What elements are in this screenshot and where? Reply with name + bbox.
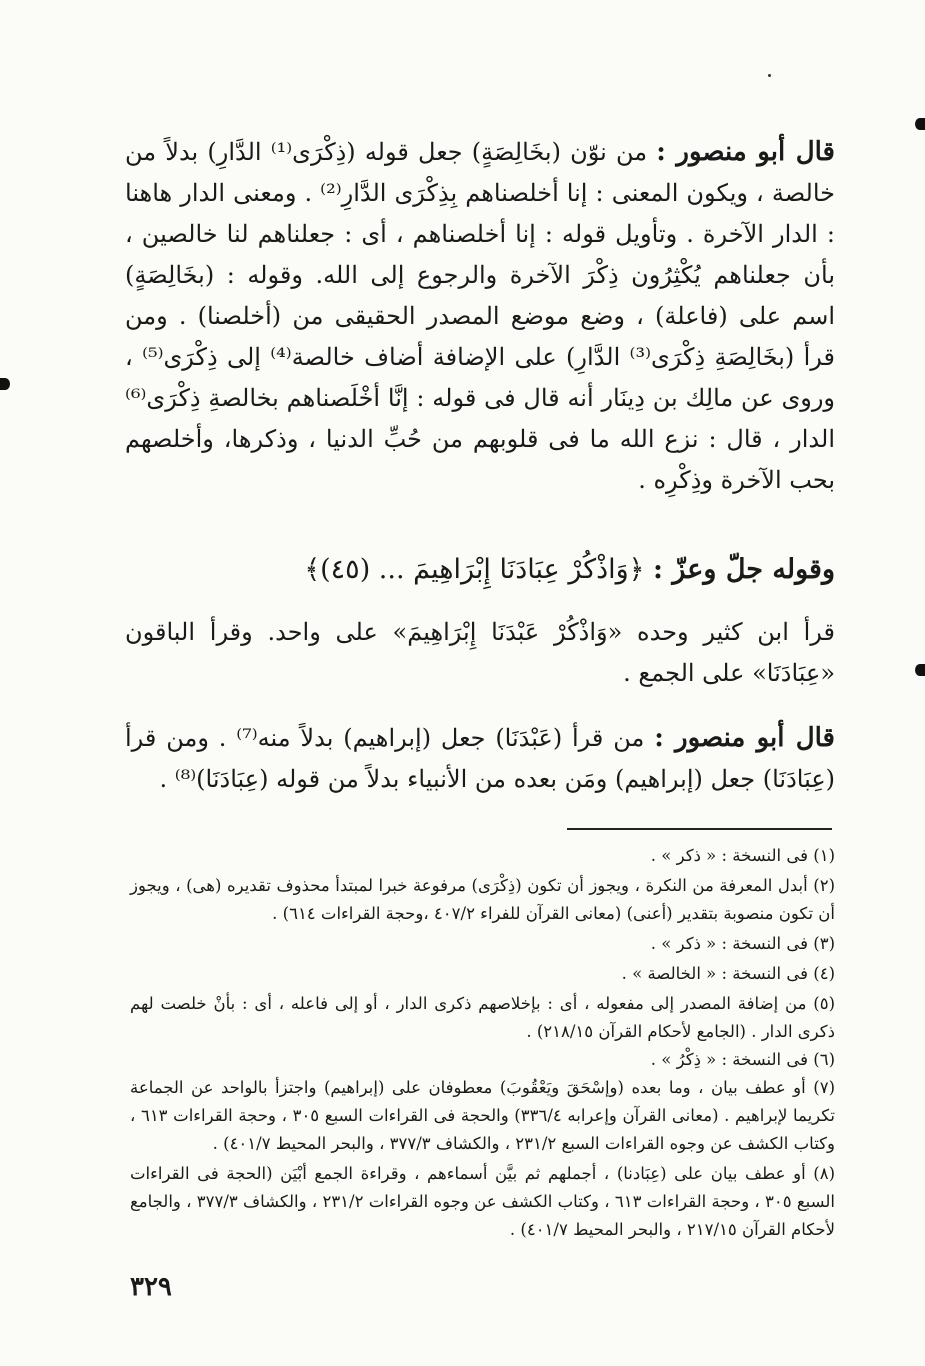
quran-verse-heading — [200, 548, 835, 592]
paragraph-text: من نوّن (بخَالِصَةٍ) جعل قوله (ذِكْرَى⁽¹⁾ الدَّارِ) بدلاً من خالصة ، ويكون المعنى : إنا أخلصناهم بِذِكْرَى الدَّارِ⁽²⁾ . ومعنى الدار هاهنا : الدار الآخرة . وتأويل قوله : إنا أخلصناهم ، أى : جعلناهم لنا خالصين ، بأن جعلناهم يُكْثِرُون ذِكْرَ الآخرة والرجوع إلى الله. وقوله : (بخَالِصَةٍ) اسم على (فاعلة) ، وضع موضع المصدر الحقيقى من (أخلصنا) . ومن قرأ (بخَالِصَةِ ذِكْرَى⁽³⁾ الدَّارِ) على الإضافة أضاف خالصة⁽⁴⁾ إلى ذِكْرَى⁽⁵⁾ ، وروى عن مالِك بن دِينَار أنه قال فى قوله : إنَّا أخْلَصناهم بخالصةِ ذِكْرَى⁽⁶⁾ الدار ، قال : نزع الله ما فى قلوبهم من حُبِّ الدنيا ، وذكرها، وأخلصهم بحب الآخرة وذِكْرِه . — [125, 138, 836, 494]
footnote-2: (٢) أبدل المعرفة من النكرة ، ويجوز أن تكون (ذِكْرَى) مرفوعة خبرا لمبتدأ محذوف تقديره (هى) ، ويجوز أن تكون منصوبة بتقدير (أعنى) (معانى القرآن للفراء ٤٠٧/٢ ،وحجة القراءات ٦١٤) . — [130, 876, 835, 923]
footnote-1: (١) فى النسخة : « ذكر » . — [650, 846, 835, 865]
footnote-separator — [567, 828, 832, 830]
footnote-5: (٥) من إضافة المصدر إلى مفعوله ، أى : بإخلاصهم ذكرى الدار ، أو إلى فاعله ، أى : بأنْ خلصت لهم ذكرى الدار . (الجامع لأحكام القرآن ٢١٨/١٥) . — [130, 994, 835, 1041]
footnote-3: (٣) فى النسخة : « ذكر » . — [650, 934, 835, 953]
paragraph-1 — [125, 132, 835, 501]
paragraph-lead: قال أبو منصور : — [654, 723, 835, 753]
paragraph-text: قرأ ابن كثير وحده «وَاذْكُرْ عَبْدَنَا إِبْرَاهِيمَ» على واحد. وقرأ الباقون «عِبَادَنَا» على الجمع . — [125, 618, 835, 687]
page-number: ٣٢٩ — [130, 1272, 172, 1302]
scan-edge-mark — [915, 664, 925, 676]
scan-speck — [768, 74, 771, 77]
footnote-6: (٦) فى النسخة : « ذِكْرُ » . — [650, 1050, 835, 1069]
footnote-8: (٨) أو عطف بيان على (عِبَادنا) ، أجملهم ثم بيَّن أسماءهم ، وقراءة الجمع أبْيَن (الحجة فى القراءات السبع ٣٠٥ ، وحجة القراءات ٦١٣ ، وكتاب الكشف عن وجوه القراءات ٢٣١/٢ ، والكشاف ٣٧٧/٣ ، والجامع لأحكام القرآن ٢١٧/١٥ ، والبحر المحيط ٤٠١/٧) . — [130, 1164, 835, 1239]
paragraph-text: من قرأ (عَبْدَنَا) جعل (إبراهيم) بدلاً منه⁽⁷⁾ . ومن قرأ (عِبَادَنَا) جعل (إبراهيم) ومَن بعده من الأنبياء بدلاً من قوله (عِبَادَنَا)⁽⁸⁾ . — [125, 724, 835, 793]
verse-lead: وقوله جلّ وعزّ : — [653, 554, 835, 585]
paragraph-lead: قال أبو منصور : — [656, 137, 835, 167]
paragraph-2 — [125, 612, 835, 694]
verse-text: ﴿وَاذْكُرْ عِبَادَنَا إِبْرَاهِيمَ ... (٤٥)﴾ — [304, 554, 645, 585]
footnote-7: (٧) أو عطف بيان ، وما بعده (وإسْحَقَ ويَعْقُوبَ) معطوفان على (إبراهيم) واجتزأ بالواحد عن الجماعة تكريما لإبراهيم . (معانى القرآن وإعرابه ٣٣٦/٤) والحجة فى القراءات السبع ٣٠٥ ، وحجة القراءات ٦١٣ ، وكتاب الكشف عن وجوه القراءات السبع ٢٣١/٢ ، والكشاف ٣٧٧/٣ ، والبحر المحيط ٤٠١/٧) . — [130, 1078, 835, 1153]
paragraph-3 — [125, 718, 835, 800]
scan-edge-mark — [915, 118, 925, 130]
scan-edge-mark — [0, 378, 10, 390]
footnote-4: (٤) فى النسخة : « الخالصة » . — [621, 964, 835, 983]
